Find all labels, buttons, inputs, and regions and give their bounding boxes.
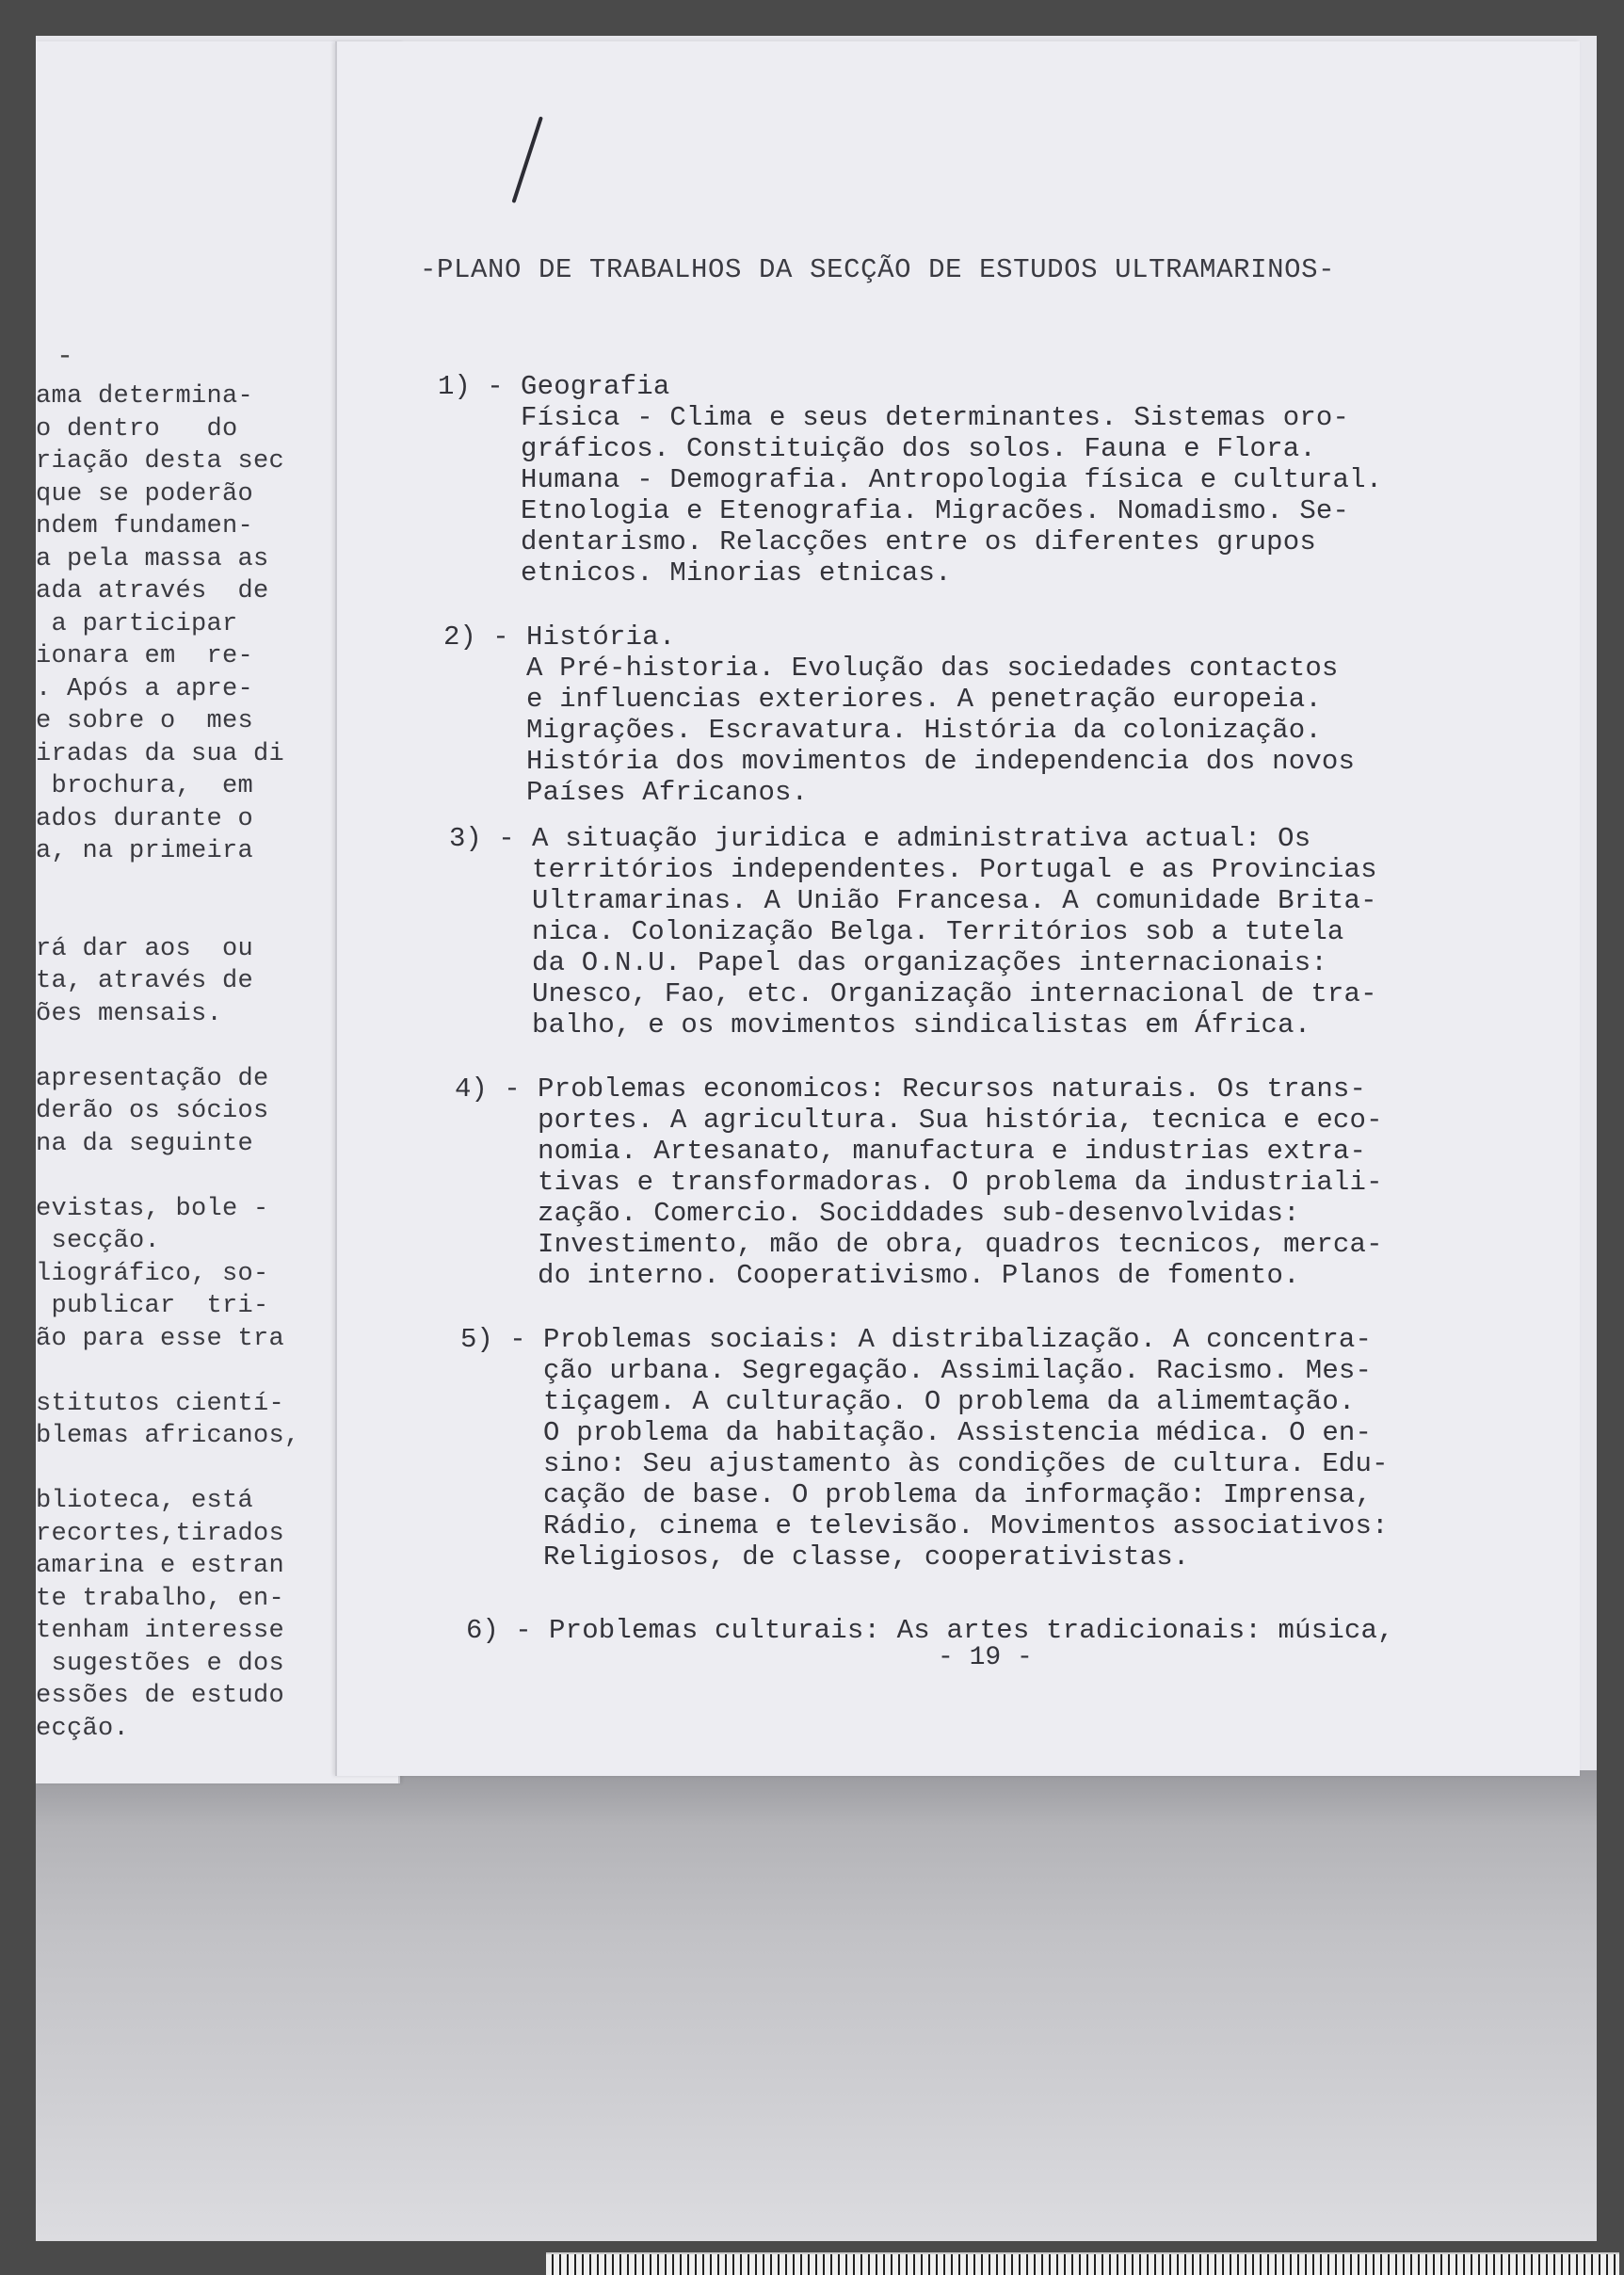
- page-number: - 19 -: [938, 1643, 1033, 1672]
- section-body: Problemas culturais: As artes tradicionais: música,: [549, 1615, 1394, 1646]
- page-title: -PLANO DE TRABALHOS DA SECÇÃO DE ESTUDOS ULTRAMARINOS-: [420, 254, 1336, 285]
- section-number: 5) -: [460, 1324, 526, 1355]
- section-number: 4) -: [455, 1073, 521, 1105]
- section-3: [449, 823, 1541, 1049]
- section-number: 2) -: [443, 621, 509, 653]
- section-body: História. A Pré-historia. Evolução das sociedades contactos e influencias exteriores. A penetração europeia. Migrações. Escravatura. História da colonização. História dos movimentos de independencia dos novos Países Africanos.: [526, 621, 1356, 808]
- stray-dash-mark: -: [56, 341, 74, 373]
- scan-shadow-area: [36, 1770, 1597, 2241]
- section-1: [438, 371, 1530, 597]
- section-body: Problemas economicos: Recursos naturais. Os trans- portes. A agricultura. Sua história, tecnica e eco- nomia. Artesanato, manufactura e industrias extra- tivas e transformadoras. O problema da industriali- zação. Comercio. Sociddades sub-desenvolvidas: Investimento, mão de obra, quadros tecnicos, merca- do interno. Cooperativismo. Planos de fomento.: [538, 1073, 1383, 1291]
- section-5: [460, 1324, 1552, 1583]
- section-2: [443, 621, 1536, 810]
- section-body: Geografia Física - Clima e seus determinantes. Sistemas oro- gráficos. Constituição dos solos. Fauna e Flora. Humana - Demografia. Antropologia física e cultural. Etnologia e Etenografia. Migracões. Nomadismo. Se- dentarismo. Relacções entre os diferentes grupos etnicos. Minorias etnicas.: [521, 371, 1383, 589]
- section-body: A situação juridica e administrativa actual: Os territórios independentes. Portugal e as Provincias Ultramarinas. A União Francesa. A comunidade Brita- nica. Colonização Belga. Territórios sob a tutela da O.N.U. Papel das organizações internacionais: Unesco, Fao, etc. Organização internacional de tra- balho, e os movimentos sindicalistas em África.: [532, 823, 1377, 1041]
- section-number: 3) -: [449, 823, 515, 854]
- section-number: 6) -: [466, 1615, 532, 1646]
- underlying-page-text: ama determina- o dentro do riação desta sec que se poderão ndem fundamen- a pela massa as ada através de a participar ionara em re- . Após a apre- e sobre o mes iradas da sua di brochura, em ados durante o a, na primeira rá dar aos ou ta, através de ões mensais. apresentação de derão os sócios na da seguinte evistas, bole - secção. liográfico, so- publicar tri- ão para esse tra stitutos cientí- blemas africanos, blioteca, está recortes,tirados amarina e estran te trabalho, en- tenham interesse sugestões e dos essões de estudo ecção.: [36, 382, 300, 1743]
- section-4: [455, 1073, 1547, 1299]
- section-number: 1) -: [438, 371, 504, 402]
- section-body: Problemas sociais: A distribalização. A concentra- ção urbana. Segregação. Assimilação. Racismo. Mes- tiçagem. A culturação. O problema da alimemtação. O problema da habitação. Assistencia médica. O en- sino: Seu ajustamento às condições de cultura. Edu- cação de base. O problema da informação: Imprensa, Rádio, cinema e televisão. Movimentos associativos: Religiosos, de classe, cooperativistas.: [543, 1324, 1389, 1573]
- scan-ruler: [546, 2252, 1619, 2275]
